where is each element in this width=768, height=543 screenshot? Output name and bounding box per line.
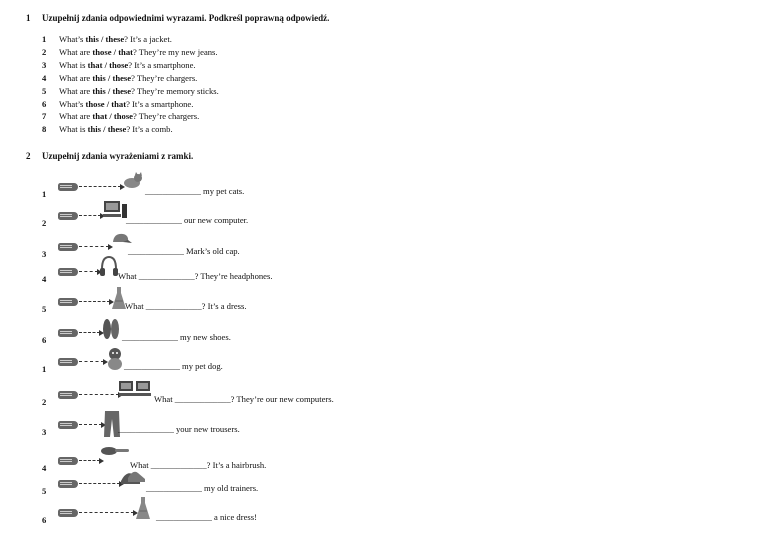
item-number: 2: [42, 218, 47, 228]
exercise-1-item: [42, 124, 173, 134]
pointing-arrow: [79, 271, 98, 272]
exercise-1-item: [42, 34, 172, 44]
item-question-start: What’s: [59, 34, 86, 44]
item-answer: ? It’s a jacket.: [124, 34, 172, 44]
item-options[interactable]: that / those: [87, 59, 129, 70]
exercise-1-item: [42, 73, 197, 83]
fill-in-sentence[interactable]: What _____________? It’s a hairbrush.: [130, 460, 267, 470]
item-number: 6: [42, 515, 47, 525]
hairbrush-icon: [100, 446, 130, 458]
fill-in-sentence[interactable]: What _____________? They’re our new computers.: [154, 394, 334, 404]
item-number: 3: [42, 427, 47, 437]
item-number: 6: [42, 98, 47, 109]
fill-in-sentence[interactable]: _____________ Mark’s old cap.: [128, 246, 240, 256]
exercise-1-item: [42, 99, 193, 109]
pointing-hand-icon: [58, 358, 78, 366]
item-answer: ? It’s a smartphone.: [126, 98, 194, 109]
pointing-arrow: [79, 483, 120, 484]
fill-in-sentence[interactable]: _____________ our new computer.: [126, 215, 249, 225]
fill-in-sentence[interactable]: _____________ your new trousers.: [118, 424, 240, 434]
item-options[interactable]: those / that: [85, 98, 127, 109]
item-number: 4: [42, 274, 47, 284]
pointing-arrow: [79, 361, 104, 362]
pointing-arrow: [79, 394, 119, 395]
fill-in-sentence[interactable]: _____________ my new shoes.: [122, 332, 231, 342]
item-answer: ? They’re my new jeans.: [133, 46, 218, 57]
item-number: 3: [42, 59, 47, 70]
pointing-arrow: [79, 332, 100, 333]
pointing-arrow: [79, 215, 101, 216]
item-options[interactable]: those / that: [92, 46, 133, 57]
pointing-hand-icon: [58, 480, 78, 488]
item-number: 2: [42, 397, 47, 407]
exercise-1-instruction: Uzupełnij zdania odpowiednimi wyrazami. Podkreśl poprawną odpowiedź.: [42, 13, 330, 23]
item-options[interactable]: this / these: [87, 124, 127, 135]
item-options[interactable]: this / these: [92, 72, 132, 83]
fill-in-sentence[interactable]: What _____________? It’s a dress.: [125, 301, 247, 311]
pointing-hand-icon: [58, 509, 78, 517]
pointing-hand-icon: [58, 212, 78, 220]
computer-icon: [102, 200, 128, 224]
exercise-1-number: 1: [26, 13, 31, 23]
exercise-2-number: 2: [26, 151, 31, 161]
exercise-1-item: [42, 111, 199, 121]
fill-in-sentence[interactable]: _____________ a nice dress!: [156, 512, 257, 522]
item-options[interactable]: this / these: [85, 34, 125, 44]
fill-in-sentence[interactable]: _____________ my old trainers.: [146, 483, 259, 493]
pointing-arrow: [79, 246, 109, 247]
item-number: 1: [42, 34, 47, 44]
pointing-hand-icon: [58, 391, 78, 399]
fill-in-sentence[interactable]: _____________ my pet dog.: [124, 361, 223, 371]
item-options[interactable]: this / these: [92, 85, 132, 96]
item-question-start: What is: [59, 59, 88, 70]
cat-icon: [122, 172, 144, 192]
pointing-hand-icon: [58, 457, 78, 465]
exercise-1-item: [42, 47, 218, 57]
item-question-start: What are: [59, 72, 93, 83]
item-answer: ? They’re memory sticks.: [131, 85, 219, 96]
item-question-start: What are: [59, 46, 93, 57]
pointing-hand-icon: [58, 329, 78, 337]
pointing-arrow: [79, 186, 121, 187]
item-number: 2: [42, 46, 47, 57]
item-answer: ? They’re chargers.: [133, 111, 200, 122]
item-number: 5: [42, 486, 47, 496]
item-question-start: What are: [59, 85, 93, 96]
trainers-icon: [120, 468, 146, 490]
dress-icon: [134, 496, 152, 522]
item-options[interactable]: that / those: [92, 111, 133, 122]
fill-in-sentence[interactable]: _____________ my pet cats.: [145, 186, 245, 196]
pointing-hand-icon: [58, 183, 78, 191]
pointing-arrow: [79, 301, 110, 302]
item-answer: ? They’re chargers.: [131, 72, 198, 83]
pointing-hand-icon: [58, 421, 78, 429]
item-question-start: What is: [59, 124, 88, 135]
pointing-arrow: [79, 460, 100, 461]
shoes-icon: [100, 317, 122, 343]
pointing-hand-icon: [58, 268, 78, 276]
item-number: 4: [42, 72, 47, 83]
item-number: 8: [42, 124, 47, 135]
dog-icon: [104, 346, 126, 372]
item-answer: ? It’s a comb.: [126, 124, 173, 135]
fill-in-sentence[interactable]: What _____________? They’re headphones.: [118, 271, 273, 281]
pointing-hand-icon: [58, 243, 78, 251]
exercise-1-item: [42, 86, 219, 96]
headphones-icon: [98, 255, 120, 281]
pointing-arrow: [79, 512, 134, 513]
pointing-arrow: [79, 424, 102, 425]
item-number: 5: [42, 85, 47, 96]
item-number: 1: [42, 364, 47, 374]
item-question-start: What’s: [59, 98, 86, 109]
item-number: 3: [42, 249, 47, 259]
item-number: 4: [42, 463, 47, 473]
item-number: 7: [42, 111, 47, 122]
exercise-2-instruction: Uzupełnij zdania wyrażeniami z ramki.: [42, 151, 194, 161]
item-number: 6: [42, 335, 47, 345]
item-answer: ? It’s a smartphone.: [128, 59, 196, 70]
item-question-start: What are: [59, 111, 93, 122]
item-number: 1: [42, 189, 47, 199]
exercise-1-item: [42, 60, 196, 70]
computers-icon: [118, 379, 154, 403]
item-number: 5: [42, 304, 47, 314]
pointing-hand-icon: [58, 298, 78, 306]
